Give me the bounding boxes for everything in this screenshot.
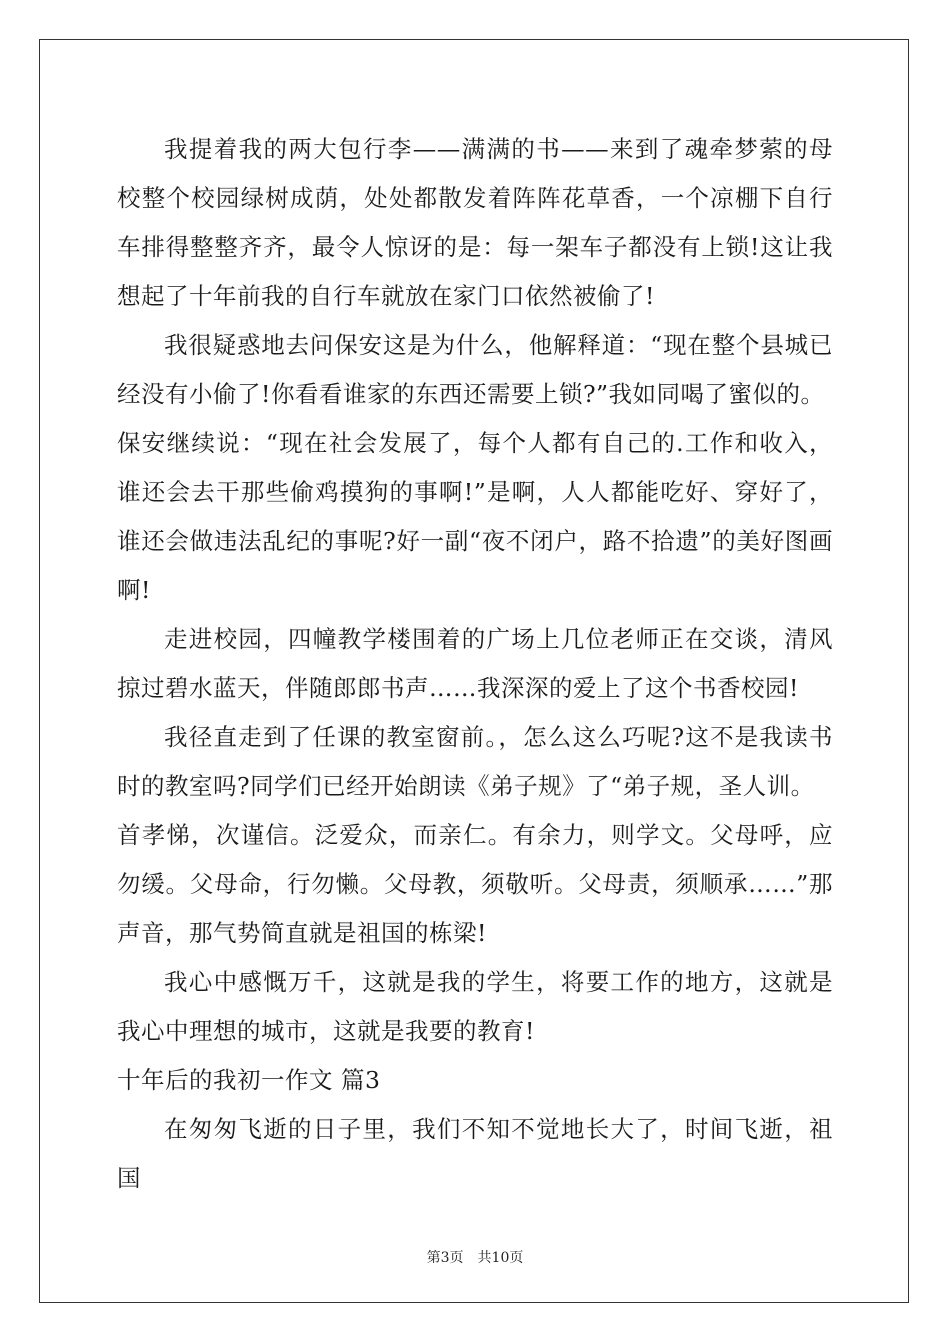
paragraph-4: 走进校园，四幢教学楼围着的广场上几位老师正在交谈，清风掠过碧水蓝天，伴随郎郎书声……我深深的爱上了这个书香校园! [117, 625, 833, 702]
document-body [117, 125, 833, 1203]
section-title: 十年后的我初一作文 篇3 [117, 1066, 381, 1094]
page-footer [0, 1247, 950, 1267]
page-number: 第3页 [426, 1250, 464, 1266]
paragraph-5: 我径直走到了任课的教室窗前。，怎么这么巧呢?这不是我读书时的教室吗?同学们已经开始朗读《弟子规》了“弟子规，圣人训。 [117, 723, 833, 800]
paragraph-7: 我心中感慨万千，这就是我的学生，将要工作的地方，这就是我心中理想的城市，这就是我要的教育! [117, 968, 833, 1045]
paragraph-6: 首孝悌，次谨信。泛爱众，而亲仁。有余力，则学文。父母呼，应勿缓。父母命，行勿懒。父母教，须敬听。父母责，须顺承……”那声音，那气势简直就是祖国的栋梁! [117, 821, 833, 947]
paragraph-3: 保安继续说：“现在社会发展了，每个人都有自己的.工作和收入，谁还会去干那些偷鸡摸狗的事啊!”是啊，人人都能吃好、穿好了，谁还会做违法乱纪的事呢?好一副“夜不闭户，路不拾遗”的美好图画啊! [117, 429, 833, 604]
page-total: 共10页 [477, 1250, 524, 1266]
paragraph-8: 在匆匆飞逝的日子里，我们不知不觉地长大了，时间飞逝，祖国 [117, 1115, 833, 1192]
paragraph-1: 我提着我的两大包行李——满满的书——来到了魂牵梦萦的母校整个校园绿树成荫，处处都散发着阵阵花草香，一个凉棚下自行车排得整整齐齐，最令人惊讶的是：每一架车子都没有上锁!这让我想起了十年前我的自行车就放在家门口依然被偷了! [117, 135, 833, 310]
paragraph-2: 我很疑惑地去问保安这是为什么，他解释道：“现在整个县城已经没有小偷了!你看看谁家的东西还需要上锁?”我如同喝了蜜似的。 [117, 331, 833, 408]
